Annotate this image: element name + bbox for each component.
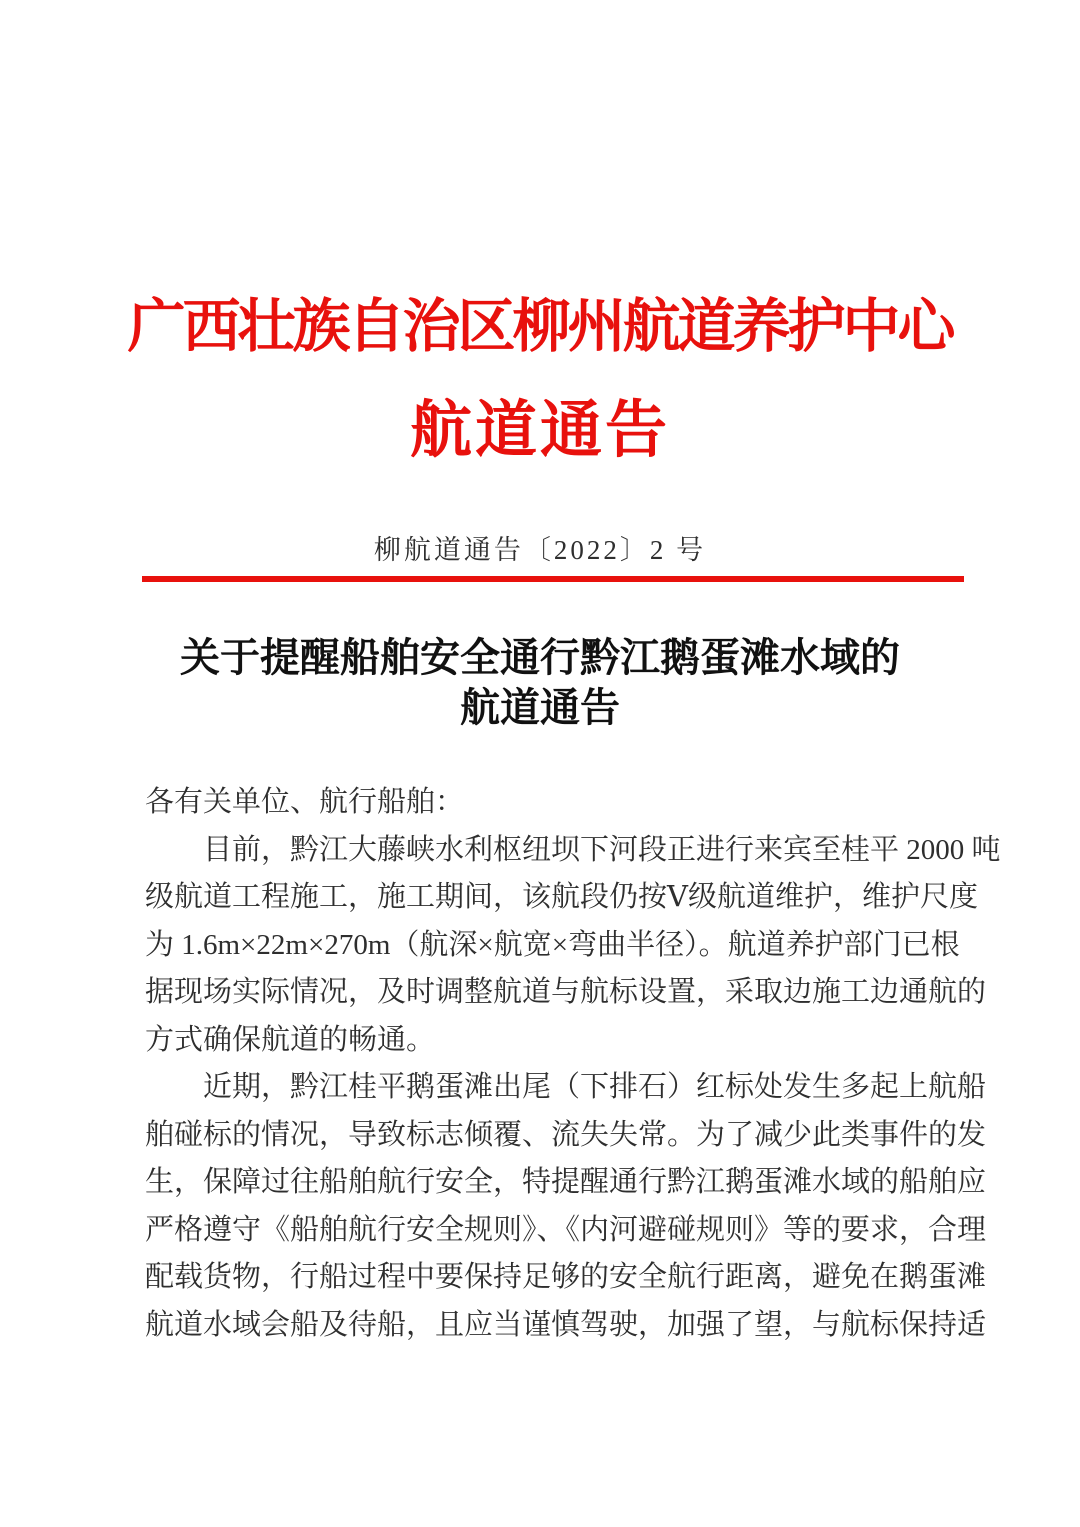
notice-body — [145, 779, 1001, 1349]
paragraph2-line: 航道水域会船及待船，且应当谨慎驾驶，加强了望，与航标保持适 — [145, 1308, 987, 1341]
paragraph2-line: 严格遵守《船舶航行安全规则》、《内河避碰规则》等的要求，合理 — [145, 1213, 987, 1246]
paragraph2-line: 近期，黔江桂平鹅蛋滩出尾（下排石）红标处发生多起上航船 — [203, 1071, 987, 1103]
notice-title-line2: 航道通告 — [460, 685, 620, 730]
notice-title — [90, 633, 990, 733]
paragraph1-line: 为 1.6m×22m×270m（航深×航宽×弯曲半径）。航道养护部门已根 — [145, 928, 960, 961]
paragraph1-line: 据现场实际情况，及时调整航道与航标设置，采取边施工边通航的 — [145, 976, 987, 1008]
notice-title-line1: 关于提醒船舶安全通行黔江鹅蛋滩水域的 — [180, 635, 900, 680]
salutation-line: 各有关单位、航行船舶： — [145, 786, 465, 818]
doc-number: 柳航道通告〔2022〕2 号 — [373, 535, 707, 565]
paragraph2-line: 配载货物，行船过程中要保持足够的安全航行距离，避免在鹅蛋滩 — [145, 1261, 987, 1293]
paragraph1-line: 方式确保航道的畅通。 — [145, 1023, 436, 1056]
doc-type-title: 航道通告 — [409, 397, 670, 465]
paragraph1-line: 目前，黔江大藤峡水利枢纽坝下河段正进行来宾至桂平 2000 吨 — [203, 833, 1001, 866]
paragraph2-line: 舶碰标的情况，导致标志倾覆、流失失常。为了减少此类事件的发 — [145, 1118, 987, 1151]
paragraph2-line: 生，保障过往船舶航行安全，特提醒通行黔江鹅蛋滩水域的船舶应 — [145, 1166, 987, 1198]
red-divider — [142, 576, 964, 582]
org-title: 广西壮族自治区柳州航道养护中心 — [127, 294, 953, 359]
paragraph1-line: 级航道工程施工，施工期间，该航段仍按Ⅴ级航道维护，维护尺度 — [145, 881, 978, 913]
